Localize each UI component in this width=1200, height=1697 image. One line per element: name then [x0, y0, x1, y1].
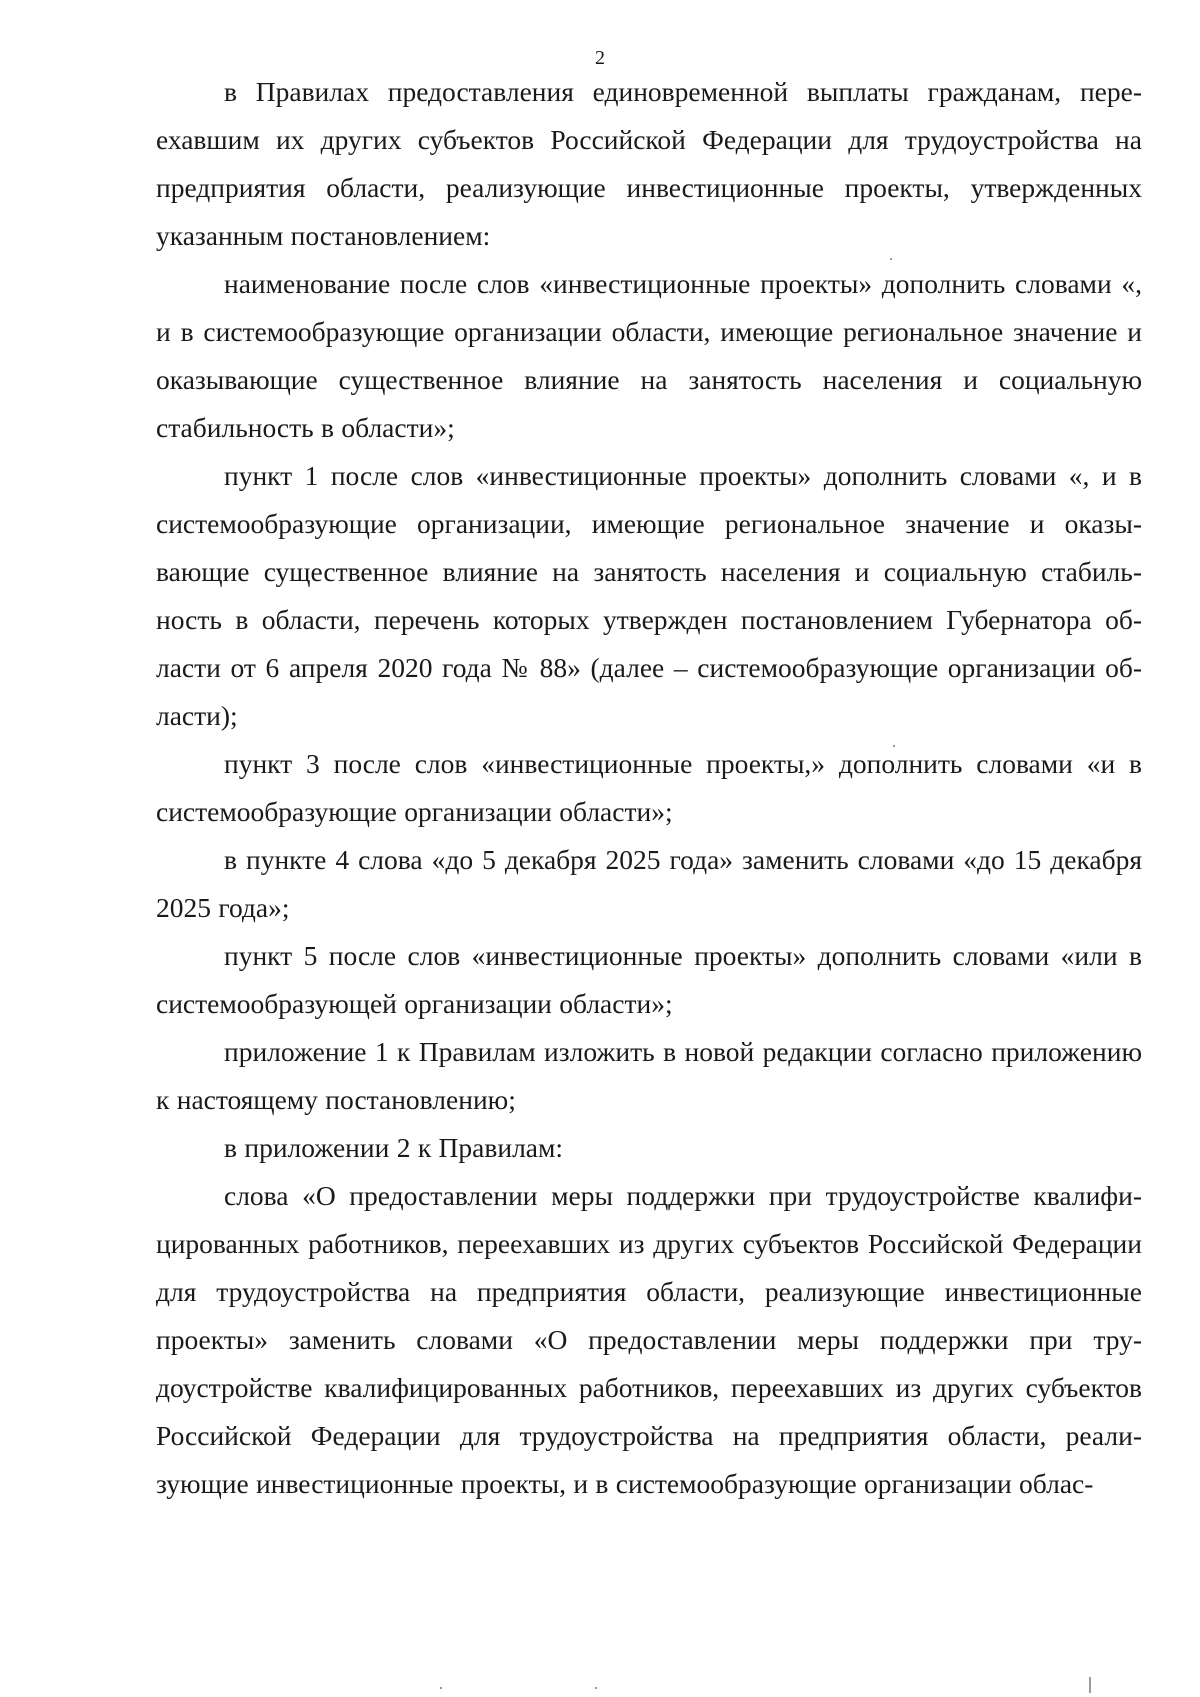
scan-artifact-line [1089, 1677, 1091, 1693]
paragraph-item-4-amendment: в пункте 4 слова «до 5 декабря 2025 года» заменить словами «до 15 декабря 2025 года»; [156, 844, 1142, 923]
paragraph-rules-intro: в Правилах предоставления единовременной выплаты гражданам, переехавшим их других субъектов Российской Федерации для трудоустройства на предприятия области, реализующие инвестиционные проекты, утвержденных указанным постановлением: [156, 76, 1142, 251]
paragraph-item-5-amendment: пункт 5 после слов «инвестиционные проекты» дополнить словами «или в системообразующей организации области»; [156, 940, 1142, 1019]
scan-artifact-dot [890, 258, 892, 260]
paragraph-appendix-1-amendment: приложение 1 к Правилам изложить в новой редакции согласно приложению к настоящему постановлению; [156, 1036, 1142, 1115]
scan-artifact-dot [893, 745, 895, 747]
scan-artifact-dot [595, 1687, 597, 1689]
paragraph-appendix-2-heading: в приложении 2 к Правилам: [224, 1132, 564, 1163]
document-body [156, 68, 1142, 1508]
scan-artifact-dot [440, 1687, 442, 1689]
paragraph-item-1-amendment: пункт 1 после слов «инвестиционные проекты» дополнить словами «, и в системообразующие организации, имеющие региональное значение и оказывающие существенное влияние на занятость населения и социальную стабильность в области, перечень которых утвержден постановлением Губернатора области от 6 апреля 2020 года № 88» (далее – системообразующие организации области); [156, 460, 1142, 731]
paragraph-title-amendment: наименование после слов «инвестиционные проекты» дополнить словами «, и в системообразующие организации области, имеющие региональное значение и оказывающие существенное влияние на занятость населения и социальную стабильность в области»; [156, 268, 1142, 443]
page-number: 2 [595, 47, 605, 69]
paragraph-appendix-2-words: слова «О предоставлении меры поддержки при трудоустройстве квалифицированных работников, переехавших из других субъектов Российской Федерации для трудоустройства на предприятия области, реализующие инвестиционные проекты» заменить словами «О предоставлении меры поддержки при трудоустройстве квалифицированных работников, переехавших из других субъектов Российской Федерации для трудоустройства на предприятия области, реализующие инвестиционные проекты, и в системообразующие организации облас- [156, 1180, 1142, 1499]
paragraph-item-3-amendment: пункт 3 после слов «инвестиционные проекты,» дополнить словами «и в системообразующие организации области»; [156, 748, 1142, 827]
